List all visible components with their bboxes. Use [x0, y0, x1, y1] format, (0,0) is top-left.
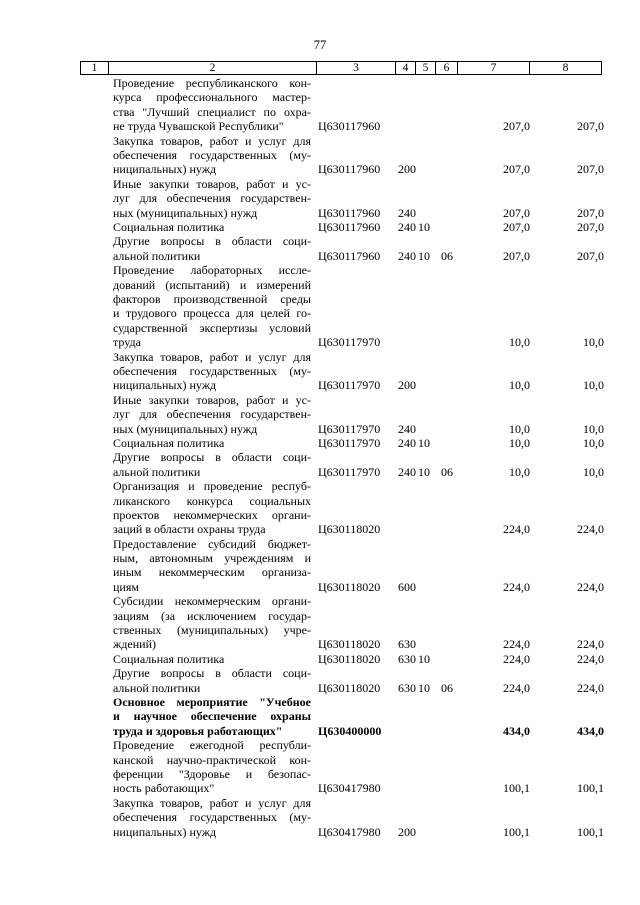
- amount-col-7: 207,0: [503, 248, 530, 263]
- row-description: [113, 479, 311, 537]
- expense-type-code: 630: [398, 651, 416, 666]
- table-header: [80, 61, 602, 75]
- amount-col-8: 224,0: [577, 680, 604, 695]
- target-article-code: Ц630117960: [318, 248, 381, 263]
- description-line: циям: [113, 579, 139, 594]
- amount-col-8: 224,0: [577, 637, 604, 652]
- expense-type-code: 600: [398, 579, 416, 594]
- description-line: курса профессионального мастер-: [113, 90, 311, 105]
- description-line: канской научно-практической кон-: [113, 752, 311, 767]
- table-row: [0, 134, 640, 177]
- target-article-code: Ц630118020: [318, 579, 381, 594]
- amount-col-7: 224,0: [503, 637, 530, 652]
- expense-type-code: 240: [398, 248, 416, 263]
- amount-col-7: 207,0: [503, 162, 530, 177]
- expense-type-code: 240: [398, 421, 416, 436]
- description-line: альной политики: [113, 464, 201, 479]
- target-article-code: Ц630400000: [318, 723, 382, 738]
- description-line: обеспечения государственных (му-: [113, 810, 311, 825]
- description-line: альной политики: [113, 248, 201, 263]
- amount-col-8: 207,0: [577, 119, 604, 134]
- amount-col-8: 10,0: [583, 464, 604, 479]
- section-code: 10: [418, 248, 430, 263]
- description-line: зациям (за исключением государ-: [113, 608, 311, 623]
- subsection-code: 06: [441, 464, 453, 479]
- target-article-code: Ц630118020: [318, 637, 381, 652]
- table-row: [0, 652, 640, 666]
- description-line: труда: [113, 335, 141, 350]
- section-code: 10: [418, 464, 430, 479]
- header-col-4: 4: [396, 62, 416, 75]
- table-row: [0, 393, 640, 436]
- row-description: [113, 450, 311, 479]
- description-line: ференции "Здоровье и безопас-: [113, 767, 311, 782]
- expense-type-code: 240: [398, 205, 416, 220]
- description-line: дований (испытаний) и измерений: [113, 277, 311, 292]
- description-line: Организация и проведение респуб-: [113, 479, 311, 494]
- description-line: и трудового процесса для целей го-: [113, 306, 311, 321]
- description-line: луг для обеспечения государствен-: [113, 191, 311, 206]
- amount-col-7: 207,0: [503, 219, 530, 234]
- row-description: [113, 796, 311, 839]
- description-line: Проведение лабораторных иссле-: [113, 263, 311, 278]
- table-row: [0, 436, 640, 450]
- description-line: альной политики: [113, 680, 201, 695]
- target-article-code: Ц630118020: [318, 651, 381, 666]
- target-article-code: Ц630117960: [318, 205, 381, 220]
- expense-type-code: 200: [398, 378, 416, 393]
- table-body: [0, 76, 640, 839]
- description-line: луг для обеспечения государствен-: [113, 407, 311, 422]
- expense-type-code: 200: [398, 162, 416, 177]
- amount-col-7: 10,0: [509, 335, 530, 350]
- row-description: [113, 652, 311, 666]
- row-description: [113, 177, 311, 220]
- target-article-code: Ц630117970: [318, 464, 381, 479]
- table-row: [0, 666, 640, 695]
- amount-col-8: 10,0: [583, 421, 604, 436]
- description-line: Проведение республиканского кон-: [113, 76, 311, 90]
- table-row: [0, 234, 640, 263]
- subsection-code: 06: [441, 248, 453, 263]
- description-line: Социальная политика: [113, 219, 225, 234]
- description-line: заций в области охраны труда: [113, 522, 266, 537]
- target-article-code: Ц630117960: [318, 162, 381, 177]
- target-article-code: Ц630117960: [318, 119, 381, 134]
- amount-col-8: 100,1: [577, 781, 604, 796]
- description-line: Другие вопросы в области соци-: [113, 450, 311, 465]
- row-description: [113, 76, 311, 134]
- row-description: [113, 666, 311, 695]
- amount-col-7: 100,1: [503, 824, 530, 839]
- amount-col-8: 224,0: [577, 579, 604, 594]
- header-col-7: 7: [458, 62, 530, 75]
- amount-col-8: 207,0: [577, 162, 604, 177]
- description-line: Закупка товаров, работ и услуг для: [113, 133, 311, 148]
- description-line: ным, автономным учреждениям и: [113, 551, 311, 566]
- description-line: факторов производственной среды: [113, 291, 311, 306]
- page-number: 77: [313, 38, 327, 52]
- amount-col-7: 10,0: [509, 435, 530, 450]
- row-description: [113, 220, 311, 234]
- subsection-code: 06: [441, 680, 453, 695]
- amount-col-7: 434,0: [503, 723, 530, 738]
- section-code: 10: [418, 651, 430, 666]
- table-row: [0, 263, 640, 349]
- description-line: не труда Чувашской Республики": [113, 119, 284, 134]
- description-line: сударственной экспертизы условий: [113, 320, 311, 335]
- row-description: [113, 393, 311, 436]
- target-article-code: Ц630417980: [318, 824, 381, 839]
- row-description: [113, 350, 311, 393]
- amount-col-8: 10,0: [583, 435, 604, 450]
- row-description: [113, 436, 311, 450]
- description-line: и научное обеспечение охраны: [113, 709, 311, 724]
- description-line: проектов некоммерческих органи-: [113, 507, 311, 522]
- row-description: [113, 594, 311, 652]
- description-line: Проведение ежегодной республи-: [113, 738, 311, 753]
- description-line: ства "Лучший специалист по охра-: [113, 104, 311, 119]
- amount-col-7: 207,0: [503, 205, 530, 220]
- section-code: 10: [418, 680, 430, 695]
- description-line: ниципальных) нужд: [113, 824, 217, 839]
- target-article-code: Ц630117970: [318, 378, 381, 393]
- description-line: труда и здоровья работающих": [113, 723, 283, 738]
- target-article-code: Ц630118020: [318, 522, 381, 537]
- description-line: ных (муниципальных) нужд: [113, 421, 258, 436]
- amount-col-7: 100,1: [503, 781, 530, 796]
- description-line: Социальная политика: [113, 435, 225, 450]
- expense-type-code: 240: [398, 435, 416, 450]
- table-row: [0, 350, 640, 393]
- description-line: Иные закупки товаров, работ и ус-: [113, 176, 311, 191]
- amount-col-7: 224,0: [503, 680, 530, 695]
- table-row: [0, 537, 640, 595]
- description-line: ность работающих": [113, 781, 215, 796]
- header-col-6: 6: [436, 62, 458, 75]
- table-row: [0, 450, 640, 479]
- description-line: Предоставление субсидий бюджет-: [113, 536, 311, 551]
- header-col-1: 1: [81, 62, 109, 75]
- amount-col-7: 10,0: [509, 464, 530, 479]
- table-row: [0, 76, 640, 134]
- description-line: Основное мероприятие "Учебное: [113, 695, 311, 710]
- description-line: ных (муниципальных) нужд: [113, 205, 258, 220]
- description-line: Субсидии некоммерческим органи-: [113, 594, 311, 609]
- table-row: [0, 594, 640, 652]
- expense-type-code: 240: [398, 219, 416, 234]
- amount-col-8: 224,0: [577, 651, 604, 666]
- header-col-8: 8: [530, 62, 602, 75]
- table-row: [0, 177, 640, 220]
- amount-col-7: 224,0: [503, 579, 530, 594]
- amount-col-8: 434,0: [577, 723, 604, 738]
- expense-type-code: 630: [398, 637, 416, 652]
- description-line: ниципальных) нужд: [113, 378, 217, 393]
- row-description: [113, 234, 311, 263]
- description-line: Иные закупки товаров, работ и ус-: [113, 392, 311, 407]
- target-article-code: Ц630118020: [318, 680, 381, 695]
- description-line: обеспечения государственных (му-: [113, 363, 311, 378]
- target-article-code: Ц630117960: [318, 219, 381, 234]
- section-code: 10: [418, 435, 430, 450]
- amount-col-7: 10,0: [509, 421, 530, 436]
- expense-type-code: 630: [398, 680, 416, 695]
- description-line: иным некоммерческим организа-: [113, 565, 311, 580]
- expense-type-code: 200: [398, 824, 416, 839]
- amount-col-7: 10,0: [509, 378, 530, 393]
- amount-col-8: 207,0: [577, 219, 604, 234]
- table-row: [0, 695, 640, 738]
- row-description: [113, 695, 311, 738]
- amount-col-7: 207,0: [503, 119, 530, 134]
- target-article-code: Ц630117970: [318, 335, 381, 350]
- description-line: Другие вопросы в области соци-: [113, 666, 311, 681]
- row-description: [113, 537, 311, 595]
- description-line: ликанского конкурса социальных: [113, 493, 311, 508]
- description-line: Социальная политика: [113, 651, 225, 666]
- section-code: 10: [418, 219, 430, 234]
- description-line: ственных (муниципальных) учре-: [113, 623, 311, 638]
- header-col-3: 3: [317, 62, 396, 75]
- target-article-code: Ц630117970: [318, 435, 381, 450]
- amount-col-8: 207,0: [577, 248, 604, 263]
- expense-type-code: 240: [398, 464, 416, 479]
- target-article-code: Ц630417980: [318, 781, 381, 796]
- row-description: [113, 263, 311, 349]
- table-row: [0, 479, 640, 537]
- target-article-code: Ц630117970: [318, 421, 381, 436]
- amount-col-7: 224,0: [503, 651, 530, 666]
- description-line: ниципальных) нужд: [113, 162, 217, 177]
- description-line: ждений): [113, 637, 156, 652]
- amount-col-8: 224,0: [577, 522, 604, 537]
- header-col-2: 2: [109, 62, 317, 75]
- description-line: Закупка товаров, работ и услуг для: [113, 349, 311, 364]
- description-line: Другие вопросы в области соци-: [113, 234, 311, 249]
- amount-col-8: 10,0: [583, 378, 604, 393]
- row-description: [113, 738, 311, 796]
- header-col-5: 5: [416, 62, 436, 75]
- amount-col-8: 100,1: [577, 824, 604, 839]
- table-row: [0, 738, 640, 796]
- table-row: [0, 220, 640, 234]
- amount-col-7: 224,0: [503, 522, 530, 537]
- amount-col-8: 10,0: [583, 335, 604, 350]
- table-row: [0, 796, 640, 839]
- description-line: Закупка товаров, работ и услуг для: [113, 795, 311, 810]
- row-description: [113, 134, 311, 177]
- description-line: обеспечения государственных (му-: [113, 147, 311, 162]
- amount-col-8: 207,0: [577, 205, 604, 220]
